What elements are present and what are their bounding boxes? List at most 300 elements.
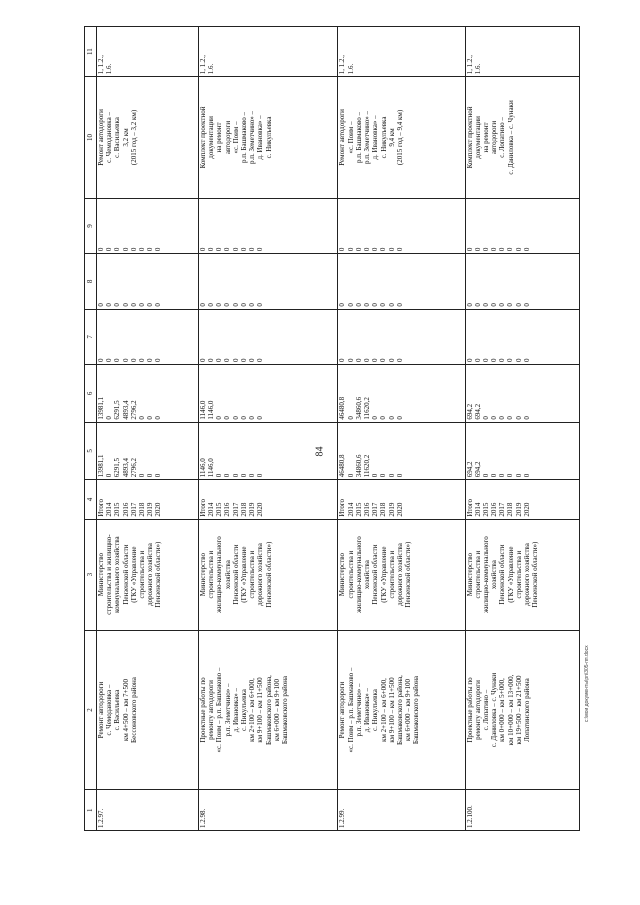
funding-cell-c5: [338, 422, 465, 480]
year-label: 2017: [498, 502, 507, 517]
result-line: 3,2 км: [121, 128, 130, 147]
task-line: 1.6.: [207, 63, 216, 75]
executor-line: строительства и жилищно-: [105, 534, 114, 615]
funding-value: 0: [97, 358, 105, 363]
result-line: автодороги: [223, 120, 232, 155]
activity-name-cell: [338, 630, 465, 790]
table-row: [198, 27, 338, 831]
funding-value: 0: [207, 303, 216, 307]
result-line: с. Даниловка – с. Чунаки: [506, 100, 515, 175]
funding-value: 0: [465, 303, 474, 307]
table-row: [97, 27, 199, 831]
funding-value: 0: [379, 473, 388, 478]
funding-value: 0: [371, 303, 380, 307]
funding-value: 0: [473, 247, 482, 252]
funding-value: 11620,2: [363, 454, 372, 478]
funding-value: 0: [146, 247, 155, 252]
tasks-cell: [465, 27, 580, 77]
funding-value: 0: [248, 303, 257, 307]
row-number-cell: [97, 790, 199, 831]
header-cell: 4: [85, 480, 97, 519]
year-label: 2017: [129, 502, 138, 517]
year-label: 2015: [215, 502, 224, 517]
funding-value: 0: [338, 358, 347, 363]
result-line: р.п. Башмаково –: [239, 111, 248, 163]
funding-value: 0: [522, 358, 531, 363]
executor-line: коммунального хозяйства: [113, 536, 122, 613]
funding-value: 694,2: [465, 461, 474, 478]
result-line: с. Никулъевка: [379, 116, 388, 159]
task-line: 1, 1.2.,: [97, 54, 105, 75]
executor-line: жилищно-коммунального: [215, 536, 224, 613]
executor-line: строительства и: [346, 550, 355, 599]
funding-value: 0: [490, 303, 499, 307]
funding-cell-c6: [338, 365, 465, 423]
activity-name-line: р.п. Земетчино» –: [223, 683, 232, 737]
funding-value: 2796,2: [129, 457, 138, 478]
activity-name-line: с. Чемодановка –: [105, 684, 114, 736]
funding-value: 0: [105, 473, 114, 478]
executor-line: (ГКУ «Управление: [239, 546, 248, 603]
funding-value: 0: [239, 247, 248, 252]
year-label: 2019: [514, 502, 523, 517]
funding-cell-c5: [198, 422, 338, 480]
funding-value: 0: [223, 303, 232, 307]
funding-value: 0: [231, 416, 240, 420]
funding-value: 0: [137, 473, 146, 478]
activity-name-line: с. Лопатино –: [481, 689, 490, 731]
activity-name-line: Лопатинского района: [522, 678, 531, 742]
funding-value: 0: [514, 473, 523, 478]
funding-value: 0: [129, 358, 138, 363]
result-line: р.п. Башмаково –: [354, 111, 363, 163]
activity-name-line: км 4+500 – км 7+500: [121, 678, 130, 742]
funding-value: 0: [146, 358, 155, 363]
funding-value: 0: [371, 358, 380, 363]
executor-line: Министерство: [97, 553, 105, 597]
executor-cell: [198, 519, 338, 630]
header-cell: 7: [85, 309, 97, 364]
activity-name-line: км 10+000 – км 13+000,: [506, 674, 515, 746]
tasks-cell: [97, 27, 199, 77]
rotated-table-wrapper: [84, 26, 580, 831]
activity-name-line: с. Васильевка: [113, 689, 122, 731]
activity-name-line: Башмаковского района,: [264, 675, 273, 745]
activity-name-line: ремонту автодороги: [473, 680, 482, 740]
funding-value: 0: [239, 416, 248, 420]
funding-value: 0: [481, 358, 490, 363]
executor-line: (ГКУ «Управление: [129, 546, 138, 603]
activity-name-line: ремонту автодороги: [207, 680, 216, 740]
funding-value: 0: [256, 473, 265, 478]
funding-value: 0: [346, 247, 355, 252]
funding-value: 0: [231, 358, 240, 363]
program-table: [84, 26, 580, 831]
activity-name-line: Ремонт автодороги: [338, 681, 347, 739]
funding-value: 0: [514, 303, 523, 307]
funding-value: 0: [154, 416, 163, 420]
year-label: Итого: [465, 498, 474, 517]
executor-line: Пензенской области: [498, 544, 507, 605]
funding-value: 0: [105, 247, 114, 252]
activity-name-line: Башмаковского района,: [395, 675, 404, 745]
funding-value: 0: [346, 473, 355, 478]
funding-value: 0: [146, 416, 155, 420]
funding-value: 0: [121, 303, 130, 307]
activity-name-line: Проектные работы по: [198, 677, 207, 743]
funding-value: 0: [379, 247, 388, 252]
row-number: 1.2.97.: [97, 808, 105, 828]
funding-value: 0: [154, 247, 163, 252]
page-number: 84: [314, 446, 326, 457]
funding-value: 0: [490, 416, 499, 420]
funding-value: 694,2: [473, 403, 482, 420]
funding-value: 0: [338, 247, 347, 252]
funding-value: 0: [198, 358, 207, 363]
executor-line: Пензенской области: [121, 544, 130, 605]
funding-value: 0: [223, 358, 232, 363]
funding-cell-c8: [465, 254, 580, 309]
funding-value: 34860,6: [354, 396, 363, 420]
funding-value: 0: [154, 303, 163, 307]
funding-value: 0: [465, 358, 474, 363]
executor-line: Пензенской области: [231, 544, 240, 605]
funding-value: 0: [223, 247, 232, 252]
year-label: 2019: [248, 502, 257, 517]
result-line: автодороги: [490, 120, 499, 155]
funding-value: 0: [506, 247, 515, 252]
funding-value: 0: [395, 247, 404, 252]
funding-cell-c6: [465, 365, 580, 423]
result-line: на ремонт: [215, 122, 224, 153]
funding-value: 0: [105, 358, 114, 363]
funding-value: 0: [522, 473, 531, 478]
funding-value: 0: [354, 247, 363, 252]
result-line: д. Ивановка» –: [256, 115, 265, 160]
activity-name-line: км 6+000 – км 9+100: [272, 678, 281, 742]
result-line: документации: [473, 116, 482, 159]
year-label: 2014: [473, 502, 482, 517]
funding-value: 694,2: [473, 461, 482, 478]
executor-line: строительства и: [514, 550, 523, 599]
funding-cell-c9: [198, 198, 338, 253]
funding-value: 0: [97, 303, 105, 307]
task-line: 1, 1.2.,: [338, 54, 347, 75]
funding-value: 0: [395, 358, 404, 363]
result-line: «с. Поим –: [231, 121, 240, 154]
executor-line: Пензенской области: [371, 544, 380, 605]
funding-cell-c6: [97, 365, 199, 423]
result-line: с. Лопатино –: [498, 117, 507, 158]
year-label: 2015: [354, 502, 363, 517]
funding-value: 0: [248, 416, 257, 420]
activity-name-line: д. Ивановка» –: [363, 687, 372, 733]
funding-value: 0: [481, 303, 490, 307]
funding-value: 0: [371, 473, 380, 478]
executor-line: дорожного хозяйства: [522, 543, 531, 607]
funding-value: 0: [215, 473, 224, 478]
funding-value: 0: [473, 303, 482, 307]
header-cell: 2: [85, 630, 97, 790]
year-label: 2017: [371, 502, 380, 517]
funding-value: 0: [198, 247, 207, 252]
funding-value: 0: [473, 358, 482, 363]
header-cell: 8: [85, 254, 97, 309]
year-label: 2018: [379, 502, 388, 517]
years-cell: [97, 480, 199, 519]
funding-value: 46480,8: [338, 396, 347, 420]
funding-value: 0: [121, 358, 130, 363]
funding-value: 1146,0: [207, 400, 216, 420]
funding-cell-c7: [465, 309, 580, 364]
tasks-cell: [338, 27, 465, 77]
years-cell: [465, 480, 580, 519]
funding-value: 0: [239, 358, 248, 363]
funding-value: 0: [498, 473, 507, 478]
funding-value: 0: [481, 247, 490, 252]
funding-value: 0: [113, 247, 122, 252]
year-label: 2015: [113, 502, 122, 517]
year-label: 2014: [105, 502, 114, 517]
funding-value: 0: [239, 303, 248, 307]
result-line: Ремонт автодороги: [97, 109, 105, 166]
funding-value: 0: [514, 416, 523, 420]
executor-line: Пензенской области»): [531, 541, 540, 608]
funding-cell-c9: [338, 198, 465, 253]
activity-name-line: д. Ивановка» –: [231, 687, 240, 733]
funding-value: 0: [514, 247, 523, 252]
funding-cell-c8: [198, 254, 338, 309]
executor-line: Министерство: [465, 553, 474, 597]
result-line: с. Васильевка: [113, 117, 122, 158]
activity-name-cell: [97, 630, 199, 790]
executor-cell: [97, 519, 199, 630]
activity-name-line: «с. Поим – р.п. Башмаково –: [215, 667, 224, 753]
years-cell: [338, 480, 465, 519]
executor-line: строительства и: [248, 550, 257, 599]
funding-value: 0: [506, 416, 515, 420]
year-label: 2014: [346, 502, 355, 517]
funding-value: 0: [338, 303, 347, 307]
funding-value: 1146,0: [198, 400, 207, 420]
task-line: 1, 1.2.,: [465, 54, 474, 75]
year-label: 2019: [146, 502, 155, 517]
executor-line: строительства и: [473, 550, 482, 599]
year-label: 2018: [137, 502, 146, 517]
activity-name-line: км 6+000 – км 9+100: [404, 678, 413, 742]
row-number: 1.2.99.: [338, 808, 347, 828]
funding-value: 0: [498, 303, 507, 307]
year-label: 2016: [223, 502, 232, 517]
result-line: «с. Поим –: [346, 121, 355, 154]
funding-value: 694,2: [465, 403, 474, 420]
executor-line: хозяйства: [363, 560, 372, 590]
funding-value: 6291,5: [113, 457, 122, 478]
result-line: р.п. Земетчино» –: [363, 110, 372, 164]
executor-line: хозяйства: [490, 560, 499, 590]
funding-value: 0: [223, 473, 232, 478]
funding-value: 0: [387, 473, 396, 478]
funding-value: 0: [522, 303, 531, 307]
footer-file-path: c:\мои документы\рп\305-пп.docx: [584, 645, 590, 722]
funding-value: 11620,2: [363, 397, 372, 420]
activity-name-line: с. Никулъевка: [239, 689, 248, 731]
executor-line: строительства и: [138, 550, 147, 599]
year-label: 2015: [481, 502, 490, 517]
year-label: 2018: [239, 502, 248, 517]
row-number: 1.2.100.: [465, 805, 474, 828]
funding-value: 0: [129, 303, 138, 307]
funding-value: 0: [231, 247, 240, 252]
funding-cell-c7: [338, 309, 465, 364]
executor-line: Пензенской области»): [264, 541, 273, 608]
funding-value: 13981,1: [97, 396, 105, 420]
funding-value: 0: [395, 303, 404, 307]
task-line: 1.6.: [346, 63, 355, 75]
result-cell: [97, 77, 199, 199]
funding-value: 0: [363, 247, 372, 252]
funding-value: 0: [379, 358, 388, 363]
activity-name-line: «с. Поим – р.п. Башмаково –: [346, 667, 355, 753]
funding-value: 6291,5: [113, 400, 122, 420]
year-label: 2020: [256, 502, 265, 517]
activity-name-cell: [465, 630, 580, 790]
activity-name-line: км 9+100 – км 11+500: [256, 677, 265, 743]
year-label: 2016: [363, 502, 372, 517]
funding-value: 0: [481, 473, 490, 478]
funding-value: 0: [395, 416, 404, 420]
result-cell: [465, 77, 580, 199]
row-number-cell: [338, 790, 465, 831]
activity-name-line: км 2+100 – км 6+000,: [379, 678, 388, 742]
header-row: [85, 27, 97, 831]
funding-value: 0: [207, 247, 216, 252]
funding-value: 1146,0: [198, 458, 207, 478]
result-line: р.п. Земетчино» –: [248, 110, 257, 164]
header-cell: 3: [85, 519, 97, 630]
funding-value: 0: [215, 358, 224, 363]
activity-name-line: км 2+100 – км 6+000,: [248, 678, 257, 742]
executor-line: дорожного хозяйства: [256, 543, 265, 607]
year-label: 2019: [387, 502, 396, 517]
activity-name-line: Башмаковского района: [280, 675, 289, 745]
funding-value: 0: [207, 358, 216, 363]
funding-value: 0: [231, 473, 240, 478]
funding-cell-c9: [465, 198, 580, 253]
funding-value: 46480,8: [338, 454, 347, 478]
activity-name-line: Бессоновского района: [129, 677, 138, 743]
funding-value: 0: [248, 247, 257, 252]
funding-value: 0: [256, 416, 265, 420]
funding-value: 0: [223, 416, 232, 420]
funding-value: 34860,6: [354, 454, 363, 478]
funding-value: 0: [363, 303, 372, 307]
funding-value: 0: [215, 247, 224, 252]
funding-value: 0: [387, 416, 396, 420]
funding-value: 0: [506, 358, 515, 363]
activity-name-line: с. Никулъевка: [371, 689, 380, 731]
row-number-cell: [465, 790, 580, 831]
executor-cell: [465, 519, 580, 630]
executor-line: жилищно-коммунального: [354, 536, 363, 613]
result-line: д. Ивановка» –: [371, 115, 380, 160]
funding-value: 0: [248, 358, 257, 363]
activity-name-line: Ремонт автодороги: [97, 681, 105, 739]
row-number-cell: [198, 790, 338, 831]
executor-line: жилищно-коммунального: [481, 536, 490, 613]
funding-value: 0: [363, 358, 372, 363]
funding-value: 0: [379, 416, 388, 420]
table-row: [338, 27, 465, 831]
funding-value: 0: [387, 358, 396, 363]
executor-line: дорожного хозяйства: [146, 543, 155, 607]
header-cell: 6: [85, 365, 97, 423]
funding-value: 0: [498, 358, 507, 363]
funding-value: 0: [522, 416, 531, 420]
year-label: 2020: [154, 502, 163, 517]
funding-value: 0: [490, 358, 499, 363]
activity-name-line: Башмаковского района: [412, 675, 421, 745]
result-line: (2015 год – 3,2 км): [129, 109, 138, 166]
executor-cell: [338, 519, 465, 630]
funding-value: 0: [387, 247, 396, 252]
executor-line: строительства и: [387, 550, 396, 599]
result-line: (2015 год – 9,4 км): [395, 109, 404, 166]
executor-line: Министерство: [338, 553, 347, 597]
result-cell: [338, 77, 465, 199]
funding-value: 0: [154, 358, 163, 363]
funding-value: 0: [346, 303, 355, 307]
executor-line: Пензенской области»): [404, 541, 413, 608]
task-line: 1.6.: [105, 63, 114, 75]
year-label: 2014: [207, 502, 216, 517]
funding-value: 0: [354, 358, 363, 363]
header-cell: 10: [85, 77, 97, 199]
task-line: 1.6.: [473, 63, 482, 75]
funding-value: 0: [137, 247, 146, 252]
funding-value: 0: [137, 303, 146, 307]
funding-value: 0: [113, 358, 122, 363]
funding-cell-c7: [198, 309, 338, 364]
funding-value: 1146,0: [207, 458, 216, 478]
funding-value: 0: [146, 303, 155, 307]
funding-value: 0: [256, 247, 265, 252]
executor-line: (ГКУ «Управление: [506, 546, 515, 603]
year-label: Итого: [198, 498, 207, 517]
result-line: Комплект проектной: [198, 106, 207, 169]
funding-cell-c8: [97, 254, 199, 309]
tasks-cell: [198, 27, 338, 77]
funding-value: 0: [498, 416, 507, 420]
funding-value: 0: [498, 247, 507, 252]
funding-value: 0: [490, 247, 499, 252]
result-line: документации: [207, 116, 216, 159]
result-line: на ремонт: [481, 122, 490, 153]
executor-line: дорожного хозяйства: [395, 543, 404, 607]
funding-value: 0: [465, 247, 474, 252]
activity-name-line: Проектные работы по: [465, 677, 474, 743]
result-line: с. Чемодановка –: [105, 112, 114, 163]
funding-cell-c9: [97, 198, 199, 253]
funding-value: 0: [215, 416, 224, 420]
funding-value: 0: [395, 473, 404, 478]
header-cell: 11: [85, 27, 97, 77]
year-label: 2018: [506, 502, 515, 517]
task-line: 1, 1.2.,: [198, 54, 207, 75]
year-label: Итого: [97, 498, 105, 517]
funding-value: 0: [490, 473, 499, 478]
activity-name-line: км 9+100 – км 11+500: [387, 677, 396, 743]
